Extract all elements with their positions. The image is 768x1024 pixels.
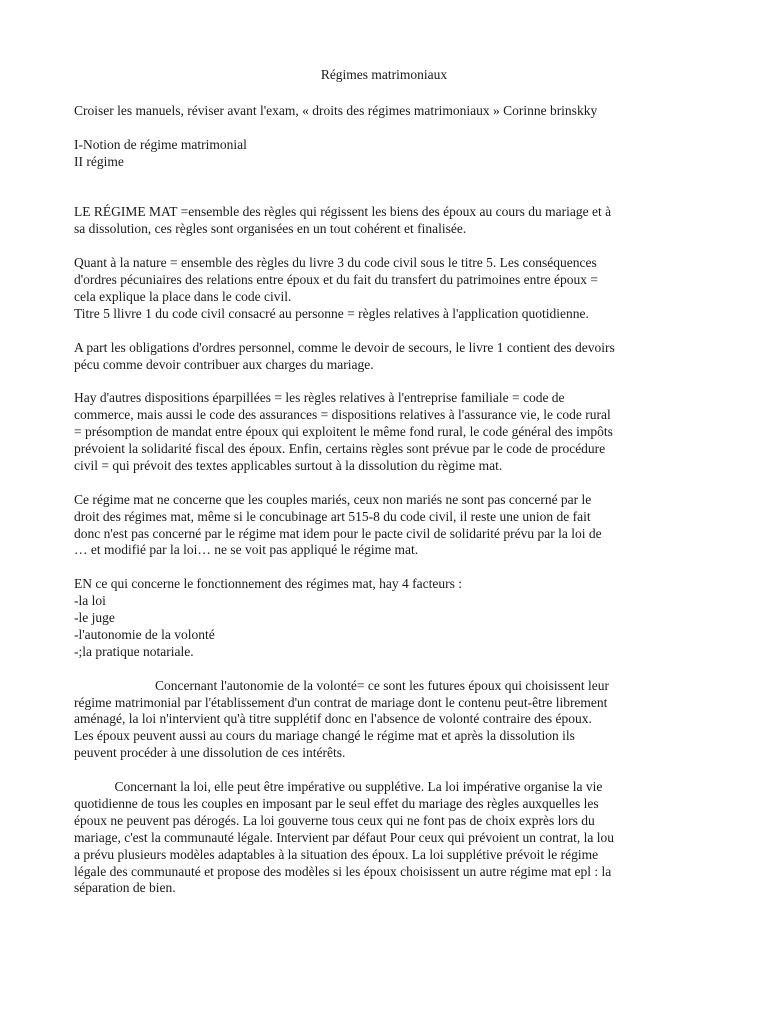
document-line: I-Notion de régime matrimonial — [74, 136, 247, 152]
document-line: II régime — [74, 153, 124, 169]
document-line: séparation de bien. — [74, 880, 176, 896]
document-line: A part les obligations d'ordres personnel, comme le devoir de secours, le livre 1 contient des devoirs — [74, 339, 615, 355]
document-line: aménagé, la loi n'intervient qu'à titre supplétif donc en l'absence de volonté contraire des époux. — [74, 711, 592, 727]
document-line: Concernant l'autonomie de la volonté= ce sont les futures époux qui choisissent leur — [74, 677, 609, 693]
document-line: = présomption de mandat entre époux qui exploitent le même fond rural, le code général des impôts — [74, 424, 613, 440]
document-line: prévoient la solidarité fiscal des époux. Enfin, certains règles sont prévue par le code de procédure — [74, 441, 606, 456]
document-title: Régimes matrimoniaux — [320, 67, 448, 82]
document-line: commerce, mais aussi le code des assurances = dispositions relatives à l'assurance vie, le code rural — [74, 407, 611, 423]
document-line: d'ordres pécuniaires des relations entre époux et du fait du transfert du patrimoines entre époux = — [74, 272, 598, 287]
document-line: … et modifié par la loi… ne se voit pas appliqué le régime mat. — [74, 542, 419, 558]
document-line: a prévu plusieurs modèles adaptables à la situation des époux. La loi supplétive prévoit le régime — [74, 846, 599, 862]
document-line: peuvent procéder à une dissolution de ces intérêts. — [74, 745, 346, 761]
document-line: Ce régime mat ne concerne que les couples mariés, ceux non mariés ne sont pas concerné par le — [74, 491, 592, 507]
document-line: cela explique la place dans le code civil. — [74, 288, 292, 304]
document-line: Croiser les manuels, réviser avant l'exam, « droits des régimes matrimoniaux » Corinne brinskky — [74, 103, 598, 118]
document-line: Hay d'autres dispositions éparpillées = les règles relatives à l'entreprise familiale = code de — [74, 390, 565, 406]
document-line: régime matrimonial par l'établissement d'un contrat de mariage dont le contenu peut-être librement — [74, 694, 608, 710]
document-line: pécu comme devoir contribuer aux charges du mariage. — [74, 356, 374, 372]
document-line: sa dissolution, ces règles sont organisées en un tout cohérent et finalisée. — [74, 221, 467, 237]
document-line: Quant à la nature = ensemble des règles du livre 3 du code civil sous le titre 5. Les conséquences — [74, 255, 597, 271]
document-line: Titre 5 llivre 1 du code civil consacré au personne = règles relatives à l'application quotidienne. — [74, 305, 589, 321]
document-line: civil = qui prévoit des textes applicables surtout à la dissolution du règime mat. — [74, 457, 503, 473]
document-line: Concernant la loi, elle peut être impérative ou supplétive. La loi impérative organise la vie — [74, 779, 603, 794]
document-line: Les époux peuvent aussi au cours du mariage changé le régime mat et après la dissolution ils — [74, 728, 575, 744]
document-line: quotidienne de tous les couples en imposant par le seul effet du mariage des règles auxquelles les — [74, 795, 599, 811]
document-line: droit des régimes mat, même si le concubinage art 515-8 du code civil, il reste une union de fait — [74, 508, 591, 524]
document-line: EN ce qui concerne le fonctionnement des régimes mat, hay 4 facteurs : — [74, 576, 462, 592]
document-line: mariage, c'est la communauté légale. Intervient par défaut Pour ceux qui prévoient un contrat, la lou — [74, 829, 614, 845]
document-line: -le juge — [74, 610, 115, 625]
document-line: époux ne peuvent pas dérogés. La loi gouverne tous ceux qui ne font pas de choix exprès lors du — [74, 812, 595, 828]
document-line: -la loi — [74, 593, 106, 609]
document-line: donc n'est pas concerné par le régime mat idem pour le pacte civil de solidarité prévu par la loi de — [74, 525, 602, 541]
document-line: légale des communauté et propose des modèles si les époux choisissent un autre régime mat epl : la — [74, 863, 612, 879]
document-line: -;la pratique notariale. — [74, 643, 194, 659]
document-line: -l'autonomie de la volonté — [74, 626, 215, 642]
document-line: LE RÉGIME MAT =ensemble des règles qui régissent les biens des époux au cours du mariage et à — [74, 204, 612, 220]
